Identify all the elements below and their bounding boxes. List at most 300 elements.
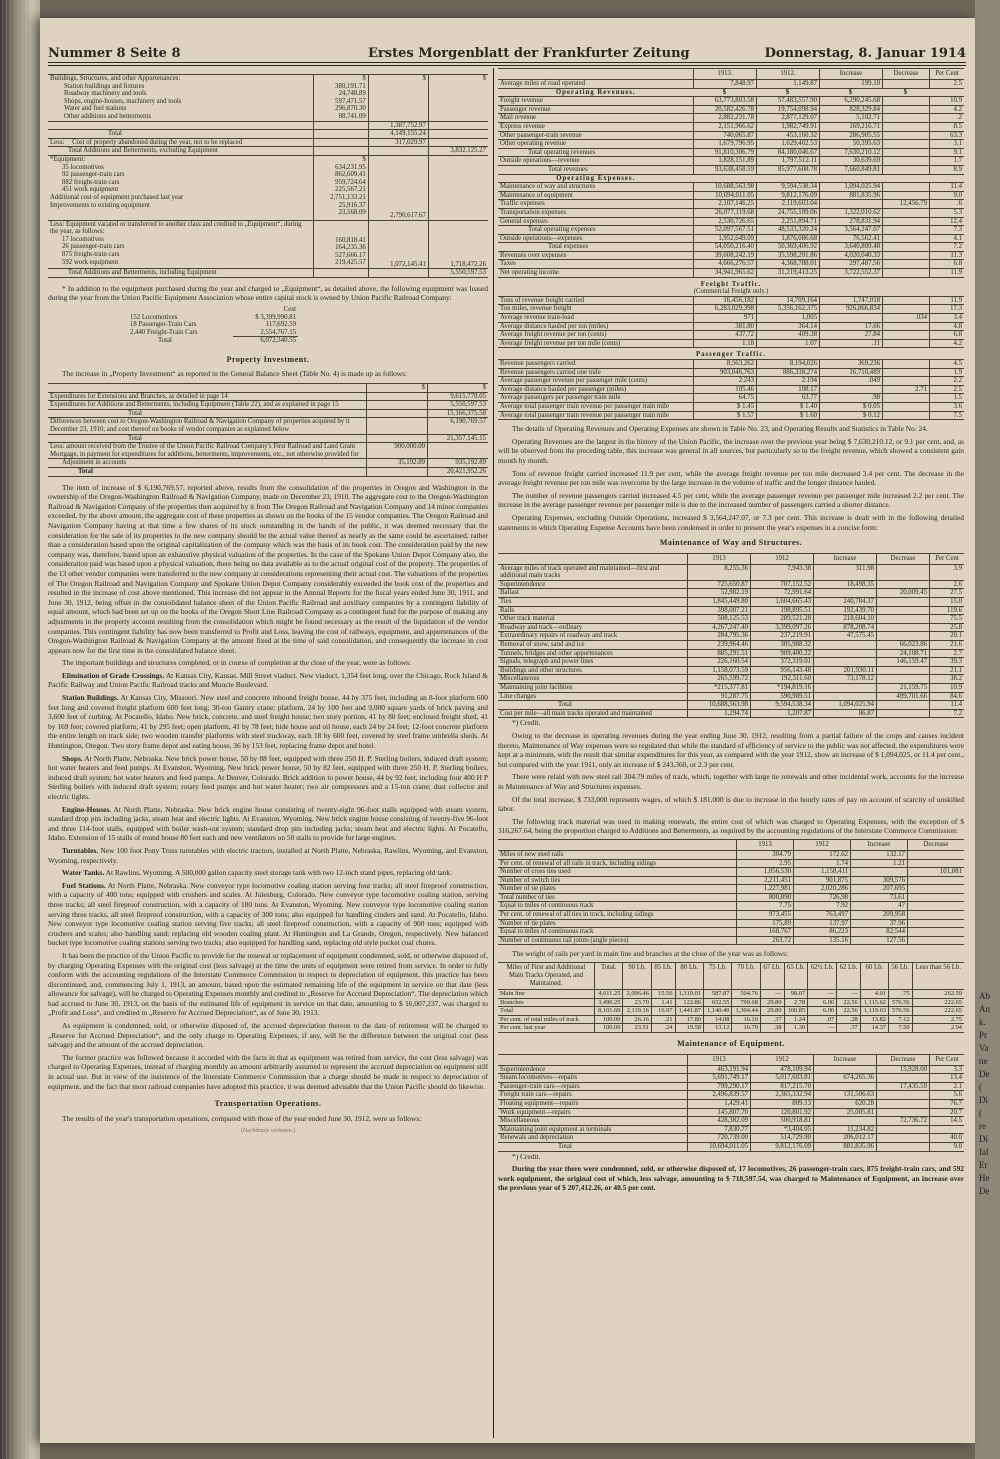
- property-row-label: Adjustment in accounts: [48, 459, 367, 468]
- track-material-table: [498, 839, 964, 946]
- row-value: 2.5: [930, 385, 965, 394]
- item-text: At North Platte, Nebraska. New brick engine house consisting of twenty-eight 96-foot stalls equipped with steam system, standard drop pits including jacks, steam heat and electric lights. At Evanston, Wyoming. New brick engine house consisting of twenty-five 96-foot and three 114-foot stalls, equipped with boiler wash-out system; standard drop pits including jacks; steam heat and electric lights. At Pocatello, Idaho. Extension of 15 stalls of round house 80 feet each and new ventilators on 50 stalls to provide for large engines.: [48, 804, 488, 843]
- row-value: 1,115.62: [860, 998, 888, 1007]
- value-cell: 3,832,125.27: [428, 147, 488, 156]
- row-value: 145,807.70: [688, 1108, 751, 1117]
- lease-total: 6,072,340.55: [233, 337, 298, 345]
- row-value: [877, 1108, 930, 1117]
- header-rule: [48, 62, 966, 66]
- row-value: [883, 377, 930, 386]
- section-subtitle: (Commercial Freight only.): [693, 288, 769, 296]
- row-value: 23.70: [623, 998, 651, 1007]
- row-value: —: [837, 990, 861, 999]
- row-label: Average passengers per passenger train mile: [498, 394, 694, 403]
- table-row: [498, 1074, 964, 1083]
- row-value: 13.12: [704, 1024, 732, 1033]
- lease-head: Cost: [283, 305, 296, 313]
- row-value: [877, 632, 930, 641]
- row-value: 75.5: [930, 615, 965, 624]
- value-cell: 2,751,133.21: [330, 193, 366, 201]
- row-value: 11.4: [930, 183, 965, 192]
- body-paragraph: The important buildings and structures completed, or in course of completion at the close of the year, were as follows:: [62, 658, 412, 668]
- row-value: 1,747,018: [820, 296, 883, 305]
- table-row: [498, 928, 964, 937]
- credit-note: *) Credit.: [512, 718, 541, 728]
- row-value: 3.4: [930, 314, 965, 323]
- value-cell: 4,149,155.24: [368, 130, 428, 139]
- row-value: 1,056,530: [737, 868, 794, 877]
- table-row: [498, 675, 964, 684]
- row-value: 725,650.87: [688, 580, 751, 589]
- row-label: Passenger-train cars—repairs: [498, 1082, 688, 1091]
- table-row: [498, 234, 964, 243]
- row-value: 17.66: [820, 322, 883, 331]
- row-value: 18,498.35: [814, 580, 877, 589]
- row-value: 2,107,146.25: [694, 200, 757, 209]
- row-label: Taxes: [498, 260, 694, 269]
- row-value: 63.77: [757, 394, 820, 403]
- row-value: 1,876,086.68: [757, 234, 820, 243]
- row-value: 817,215.70: [751, 1082, 814, 1091]
- row-value: 4.1: [930, 234, 965, 243]
- row-value: 24,108.71: [877, 649, 930, 658]
- row-value: 8,194,026: [757, 360, 820, 369]
- row-value: [930, 1125, 965, 1134]
- row-value: 5,356,162,375: [757, 305, 820, 314]
- row-value: [908, 902, 965, 911]
- row-value: 86.87: [814, 709, 877, 718]
- row-value: 73,61: [851, 893, 908, 902]
- row-value: 17,435.59: [877, 1082, 930, 1091]
- row-value: 1.07: [757, 339, 820, 348]
- item-text: At Rawlins, Wyoming. A 500,000 gallon capacity steel storage tank with two 12-inch stand pipes, replacing old tank.: [104, 868, 452, 878]
- row-value: 763,497: [794, 911, 851, 920]
- row-value: [883, 97, 930, 106]
- table-row: [498, 1117, 964, 1126]
- footnote: * In addition to the equipment purchased during the year and charged to „Equipment“, as detailed above, the following equipment was leased during the year from the Union Pacific Equipment Association whose entire capital stock is owned by Union Pacific Railroad Company:: [48, 283, 488, 303]
- transport-text: The results of the year's transportation operations, compared with those of the year ended June 30, 1912, were as follows:: [62, 1113, 422, 1123]
- table-row: [498, 850, 964, 859]
- lease-label: 18 Passenger-Train Cars: [130, 321, 197, 329]
- row-value: 901,875: [794, 876, 851, 885]
- row-value: [883, 217, 930, 226]
- row-value: .98: [820, 394, 883, 403]
- row-value: 4.01: [860, 990, 888, 999]
- equip-line: 451 work equipment: [62, 186, 119, 194]
- row-value: 72,736.72: [877, 1117, 930, 1126]
- row-value: 23.51: [623, 1024, 651, 1033]
- row-value: 453,160.32: [757, 131, 820, 140]
- row-label: Average distance hauled per ton (miles): [498, 322, 694, 331]
- section-header-row: Operating Revenues. $ $ $ $: [498, 88, 964, 97]
- row-label: Revenue passengers carried: [498, 360, 694, 369]
- row-value: 76,562.41: [820, 234, 883, 243]
- row-value: .21: [651, 1015, 675, 1024]
- row-value: 886,338,274: [757, 368, 820, 377]
- row-value: 98.07: [784, 990, 808, 999]
- table-row: [498, 114, 964, 123]
- row-value: 26.16: [623, 1015, 651, 1024]
- item-title: Turntables.: [62, 845, 99, 855]
- equip-line: 882 freight-train cars: [62, 178, 120, 186]
- row-value: 22.56: [837, 998, 861, 1007]
- row-value: 5,017,603.81: [751, 1074, 814, 1083]
- row-value: 6.8: [930, 260, 965, 269]
- table-row: [498, 183, 964, 192]
- row-label: Total: [498, 701, 688, 710]
- row-value: 169,216.71: [820, 122, 883, 131]
- row-value: [883, 331, 930, 340]
- row-value: —: [808, 990, 837, 999]
- col-header: 65 Lb.: [784, 963, 808, 990]
- table-row: [498, 684, 964, 693]
- row-value: 30,639.69: [820, 157, 883, 166]
- row-value: [877, 1099, 930, 1108]
- row-value: 16,710,489: [820, 368, 883, 377]
- row-value: 16.79: [732, 1024, 760, 1033]
- table-row: [498, 339, 964, 348]
- row-value: 514,729.90: [751, 1134, 814, 1143]
- row-label: Equal to miles of continuous track: [498, 928, 737, 937]
- value-cell: 23,568.09: [338, 209, 366, 217]
- equip-line: 35 locomotives: [62, 163, 104, 171]
- row-value: 101,881: [908, 868, 965, 877]
- row-value: 10.9: [930, 97, 965, 106]
- lease-value: 2,554,767.15: [260, 328, 296, 336]
- col-header: 67 Lb.: [760, 963, 784, 990]
- col-header: 1912: [751, 553, 814, 564]
- row-value: [908, 885, 965, 894]
- row-value: 1,158,411: [794, 868, 851, 877]
- row-value: [877, 709, 930, 718]
- table-row: [498, 598, 964, 607]
- body-paragraph: As equipment is condemned, sold, or otherwise disposed of, the accrued depreciation thereon to the date of retirement will be charged to „Reserve for Accrued Depreciation“, and the only charge to Operating Expenses, if any, will be the difference between the original cost (less salvage) and the amount of the accrued depreciation.: [48, 1021, 488, 1050]
- row-value: 47,575.45: [814, 632, 877, 641]
- row-value: 85,977,608.78: [757, 165, 820, 174]
- row-value: 3,640,809.48: [820, 243, 883, 252]
- row-value: 903,046,763: [694, 368, 757, 377]
- property-row-label: Total: [48, 468, 367, 477]
- table-row: [498, 1125, 964, 1134]
- row-value: [877, 1074, 930, 1083]
- item-title: Shops.: [62, 753, 83, 763]
- row-value: 6.06: [808, 998, 837, 1007]
- row-value: [883, 122, 930, 131]
- row-value: 16.97: [651, 1007, 675, 1016]
- row-label: Maintenance of equipment: [498, 191, 694, 200]
- row-value: 14,709,164: [757, 296, 820, 305]
- row-value: 39.3: [930, 658, 965, 667]
- table-row: [498, 122, 964, 131]
- row-value: $ 0.12: [820, 411, 883, 420]
- row-value: 11.4: [930, 701, 965, 710]
- property-row-label: Expenditures for Additions and Betterments, including Equipment (Table 22), and as explained in page 15: [48, 401, 367, 410]
- row-value: [883, 157, 930, 166]
- row-value: 52,982.19: [688, 589, 751, 598]
- table-row: [498, 990, 964, 999]
- row-value: 2.94: [912, 1024, 964, 1033]
- value-cell: 597,471.57: [335, 97, 366, 105]
- section-title: Operating Expenses.: [498, 174, 694, 183]
- row-value: [820, 314, 883, 323]
- item-title: Elimination of Grade Crossings.: [62, 670, 165, 680]
- col-header: 90 Lb.: [623, 963, 651, 990]
- row-value: 237,219.91: [751, 632, 814, 641]
- row-value: 799.68: [732, 998, 760, 1007]
- row-value: 1,158,073.59: [688, 666, 751, 675]
- row-value: 1.18: [694, 339, 757, 348]
- row-label: Total operating expenses: [498, 226, 694, 235]
- row-value: 1,429.41: [688, 1099, 751, 1108]
- body-paragraph: The following track material was used in making renewals, the entire cost of which was charged to Operating Expenses, with the exception of $ 316,267.64, being the proportion charged to Additions and Betterments, as required by the accounting regulations of the Interstate Commerce Commission:: [498, 816, 964, 836]
- row-value: 971: [694, 314, 757, 323]
- row-value: [883, 131, 930, 140]
- transport-heading: Transportation Operations.: [214, 1099, 322, 1109]
- newspaper-page: [40, 18, 975, 1443]
- row-label: Per cent. last year: [498, 1024, 595, 1033]
- table-row: [498, 260, 964, 269]
- property-row-label: Total: [48, 409, 367, 418]
- row-value: [814, 684, 877, 693]
- row-label: Miscellaneous: [498, 675, 688, 684]
- table-row: [498, 632, 964, 641]
- item-paragraph: [48, 805, 488, 843]
- row-value: 5.3: [930, 208, 965, 217]
- value-cell: 317,029.97: [368, 138, 428, 147]
- row-value: [883, 322, 930, 331]
- row-label: Average total passenger train revenue per passenger train mile: [498, 411, 694, 420]
- row-value: 508,125.53: [688, 615, 751, 624]
- table-row: [498, 200, 964, 209]
- row-value: [908, 936, 965, 945]
- row-value: 707,152.52: [751, 580, 814, 589]
- improve-label: Improvements to existing equipment: [50, 201, 150, 209]
- row-value: 2.75: [912, 1015, 964, 1024]
- row-value: [814, 658, 877, 667]
- row-value: 6.06: [808, 1007, 837, 1016]
- row-value: 278,831.94: [820, 217, 883, 226]
- struct-line: Shops, engine-houses, machinery and tools: [64, 97, 182, 105]
- row-value: 7,830.77: [688, 1125, 751, 1134]
- lease-label: 2,440 Freight-Train Cars: [130, 328, 198, 336]
- item-paragraph: [48, 693, 488, 751]
- value-cell: 527,666.17: [335, 251, 366, 259]
- row-value: 11.9: [930, 296, 965, 305]
- row-label: Passenger revenue: [498, 105, 694, 114]
- row-value: 24,755,109.06: [757, 208, 820, 217]
- row-label: Number of tie plates: [498, 885, 737, 894]
- row-label: Main line: [498, 990, 595, 999]
- row-value: 73,178.12: [814, 675, 877, 684]
- row-label: Rails: [498, 606, 688, 615]
- row-value: [883, 339, 930, 348]
- row-label: Average distance hauled per passenger (miles): [498, 385, 694, 394]
- row-value: 2.243: [694, 377, 757, 386]
- item-paragraph: [48, 754, 488, 802]
- item-title: Engine-Houses.: [62, 804, 112, 814]
- final-paragraph: During the year there were condemned, sold, or otherwise disposed of, 17 locomotives, 26 passenger-train cars, 875 freight-train cars, and 592 work equipment, the original cost of which, less salvage, amounting to $ 718,597.54, was charged to Maintenance of Equipment, an increase over the previous year of $ 207,412.26, or 40.5 per cent.: [498, 1164, 964, 1193]
- row-value: 39,608,242.19: [694, 251, 757, 260]
- row-value: 1,319.01: [675, 990, 703, 999]
- row-value: 2,151,966.62: [694, 122, 757, 131]
- property-row-label: Differences between cost to Oregon-Washington Railroad & Navigation Company of properties acquired by it December 23, 1910, and cost thereof on books of vendor companies as explained below: [48, 418, 367, 434]
- row-value: 14.5: [930, 1117, 965, 1126]
- row-value: 2,096.46: [623, 990, 651, 999]
- value-cell: 25,916.37: [338, 201, 366, 209]
- item-title: Water Tanks.: [62, 868, 105, 878]
- row-value: [820, 385, 883, 394]
- property-row-value: 35,192.89: [367, 459, 428, 468]
- table-row: [498, 377, 964, 386]
- row-value: 620.28: [814, 1099, 877, 1108]
- row-value: 14.08: [704, 1015, 732, 1024]
- section-header-row: [498, 277, 964, 296]
- row-value: 1,828,151.89: [694, 157, 757, 166]
- property-row-value: 20,421,952.26: [428, 468, 489, 477]
- row-label: Ties: [498, 598, 688, 607]
- row-value: 881,835.96: [820, 191, 883, 200]
- row-value: [883, 394, 930, 403]
- row-value: 10,688,563.98: [688, 701, 751, 710]
- row-value: [877, 675, 930, 684]
- row-value: 6,290,245.68: [820, 97, 883, 106]
- row-value: 1,845,449.80: [688, 598, 751, 607]
- row-value: 3,722,552.37: [820, 269, 883, 278]
- row-value: 9.0: [930, 191, 965, 200]
- property-row-value: 900,000.00: [367, 443, 428, 459]
- row-value: 885,291.51: [688, 649, 751, 658]
- row-value: [877, 1142, 930, 1151]
- lease-value: 117,692.59: [265, 321, 296, 329]
- row-value: 2.6: [930, 580, 965, 589]
- row-value: 63.3: [930, 131, 965, 140]
- row-value: 135.16: [794, 936, 851, 945]
- row-value: 2,211,451: [737, 876, 794, 885]
- row-value: 7,630,210.12: [820, 148, 883, 157]
- col-header: Per Cent: [930, 553, 965, 564]
- row-value: [908, 919, 965, 928]
- row-label: Maintenance of way and structures: [498, 183, 694, 192]
- row-value: 17.80: [675, 1015, 703, 1024]
- body-paragraph: Owing to the decrease in operating revenues during the year ending June 30, 1912, resulting from a partial failure of the crops and causes incident thereto, Maintenance of Way expenses were so regulated that while the standard of efficiency of service to the public was not affected, the expenditures were kept at a minimum, with the result that similar expenditures for this year, as compared with the year 1912, show an increase of $ 1,094,025, or 11.4 per cent., but compared with the year 1911, only an increase of $ 243,360, or 2.3 per cent.: [498, 730, 964, 769]
- row-value: 54,050,216.40: [694, 243, 757, 252]
- row-value: 57,483,557.90: [757, 97, 820, 106]
- table-row: [498, 936, 964, 945]
- row-value: 9,594,538.34: [757, 183, 820, 192]
- lease-value: $ 3,399,990.81: [255, 313, 296, 321]
- row-value: 38.2: [930, 675, 965, 684]
- table-row: [498, 1065, 964, 1074]
- row-value: 2,119.16: [623, 1007, 651, 1016]
- row-value: [820, 200, 883, 209]
- property-row-value: 6,190,769.57: [428, 418, 489, 434]
- row-label: Outside operations—revenue: [498, 157, 694, 166]
- col-header: 1912: [751, 1054, 814, 1065]
- row-label: Revenues over expenses: [498, 251, 694, 260]
- row-label: Outside operations—expenses: [498, 234, 694, 243]
- row-value: 76.7: [930, 1099, 965, 1108]
- table-row: [498, 666, 964, 675]
- row-value: 7.5: [930, 411, 965, 420]
- row-value: 3,399,097.26: [751, 623, 814, 632]
- row-label: Line changes: [498, 692, 688, 701]
- lease-total-label: Total: [158, 336, 172, 344]
- col-header: 60 Lb.: [860, 963, 888, 990]
- row-value: .38: [760, 1024, 784, 1033]
- row-label: Per cent. of total miles of track: [498, 1015, 595, 1024]
- row-value: [883, 368, 930, 377]
- property-heading: Property Investment.: [226, 354, 310, 364]
- col-header: Increase: [820, 69, 883, 80]
- row-value: 478,109.94: [751, 1065, 814, 1074]
- table-row: [498, 131, 964, 140]
- row-value: [883, 165, 930, 174]
- row-label: Tons of revenue freight carried: [498, 296, 694, 305]
- row-value: $ 1.45: [694, 402, 757, 411]
- row-value: 29.80: [760, 1007, 784, 1016]
- body-paragraph: Tons of revenue freight carried increased 11.9 per cent, while the average freight revenue per ton mile decreased 3.4 per cent. The decrease in the average freight revenue per ton mile was overcome by the large increase in the volume of traffic and the longer distance hauled.: [498, 468, 964, 488]
- value-cell: 2,790,617.67: [390, 211, 426, 219]
- row-value: 48,533,320.24: [757, 226, 820, 235]
- property-row-value: 21,357,145.15: [428, 434, 489, 443]
- row-value: 1,119.63: [860, 1007, 888, 1016]
- table-row: [498, 305, 964, 314]
- moe-heading: Maintenance of Equipment.: [677, 1039, 785, 1048]
- row-label: Branches: [498, 998, 595, 1007]
- col-header: 85 Lb.: [651, 963, 675, 990]
- row-value: 50,395.63: [820, 140, 883, 149]
- value-cell: 1,072,145.41: [390, 260, 426, 268]
- row-value: 35,598,201.86: [757, 251, 820, 260]
- row-label: Ton miles, revenue freight: [498, 305, 694, 314]
- row-value: 10,694,011.05: [688, 1142, 751, 1151]
- section-header-row: [498, 174, 964, 183]
- value-cell: 380,191.71: [335, 82, 366, 90]
- subtotal-label: Total Additions and Betterments, excluding Equipment: [48, 147, 314, 156]
- row-value: 372,319.01: [751, 658, 814, 667]
- table-row: [498, 331, 964, 340]
- table-row: [498, 105, 964, 114]
- item-paragraph: [48, 846, 488, 865]
- row-value: 9,594,538.34: [751, 701, 814, 710]
- row-value: 172.62: [794, 850, 851, 859]
- table-row: [498, 1099, 964, 1108]
- section-title: Operating Revenues.: [498, 88, 694, 97]
- row-value: 4,611.25: [595, 990, 623, 999]
- less2-line: 26 passenger-train cars: [62, 243, 125, 251]
- struct-line: Station buildings and fixtures: [64, 82, 145, 90]
- row-label: Total operating revenues: [498, 148, 694, 157]
- row-value: 14.37: [860, 1024, 888, 1033]
- row-value: [883, 191, 930, 200]
- row-value: 25,005.81: [814, 1108, 877, 1117]
- col-header: Increase: [814, 553, 877, 564]
- total-row: [498, 165, 964, 174]
- col-header: 80 Lb.: [675, 963, 703, 990]
- grand-total-label: Total Additions and Betterments, including Equipment: [48, 269, 314, 278]
- row-value: 175,89: [737, 919, 794, 928]
- row-value: 2.95: [737, 859, 794, 868]
- row-value: [883, 114, 930, 123]
- body-paragraph: It has been the practice of the Union Pacific to provide for the renewal or replacement of equipment condemned, sold, or otherwise disposed of, by charging Operating Expenses with the original cost (less salvage) at the time the units of equipment were retired from service. In order to fully conform with the accounting regulations of the Interstate Commerce Commission in respect to depreciation of equipment, this practice has been discontinued, and, commencing July 1, 1913, an amount, based upon the estimated remaining life of the equipment in service on that date (less allowance for salvage), will be charged to Operating Expenses monthly and credited to „Reserve for Accrued Depreciation“. The depreciation which had accrued to June 30, 1913, on the basis of the estimated life of equipment in service on that date, amounting to $ 16,007,237, was charged to „Profit and Loss“, and credited to „Reserve for Accrued Depreciation“, as of June 30, 1913.: [48, 950, 488, 1018]
- row-value: [883, 148, 930, 157]
- row-value: 9.0: [930, 1142, 965, 1151]
- col-header: Per Cent: [930, 69, 965, 80]
- row-value: 6.8: [930, 331, 965, 340]
- col-header: Decrease: [877, 553, 930, 564]
- row-value: [883, 251, 930, 260]
- adjacent-page-text: Ab An k. Pr Va ne De ( Di ( re Di fal Er He De: [979, 991, 990, 1196]
